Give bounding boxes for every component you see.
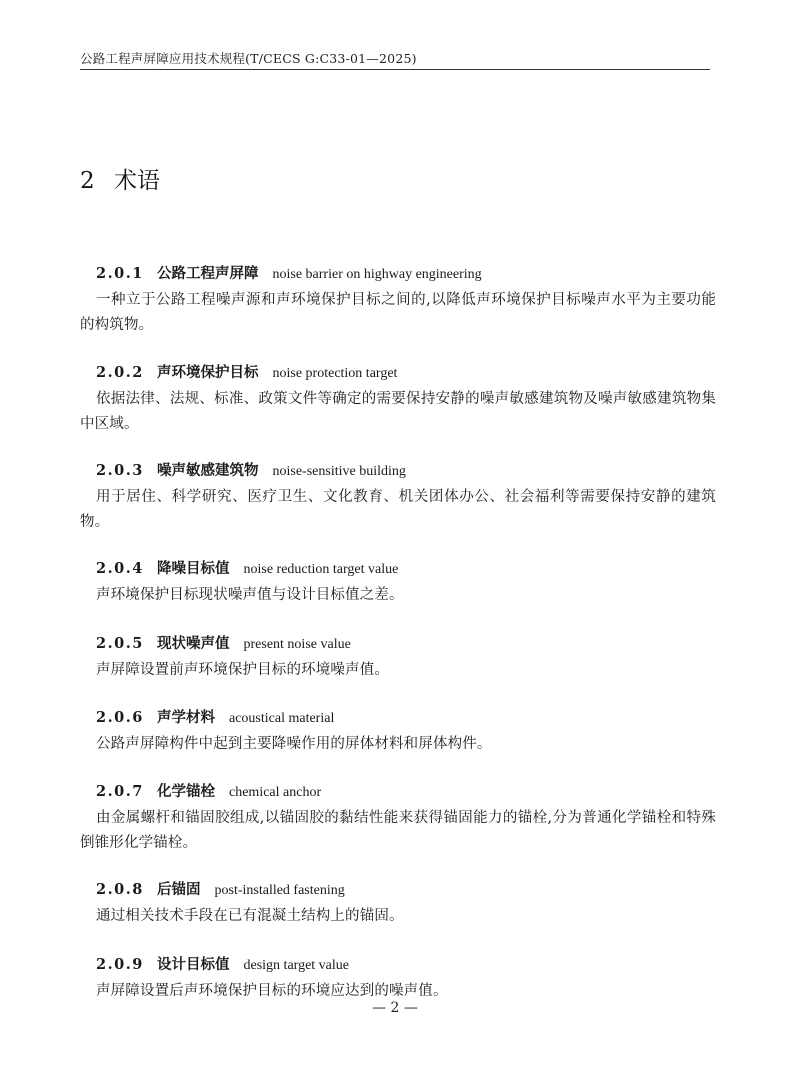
- term-english: noise-sensitive building: [272, 464, 406, 479]
- term-chinese: 噪声敏感建筑物: [157, 462, 259, 479]
- page-number: — 2 —: [372, 1000, 418, 1016]
- term-number: 2.0.3: [96, 462, 144, 479]
- term-english: design target value: [243, 958, 349, 973]
- term-heading: [96, 557, 716, 581]
- term-chinese: 声学材料: [157, 709, 215, 726]
- term-definition: 一种立于公路工程噪声源和声环境保护目标之间的,以降低声环境保护目标噪声水平为主要功能的构筑物。: [80, 292, 716, 333]
- term-chinese: 声环境保护目标: [157, 364, 259, 381]
- term-english: chemical anchor: [229, 785, 322, 800]
- term-definition: 公路声屏障构件中起到主要降噪作用的屏体材料和屏体构件。: [96, 736, 492, 752]
- term-english: acoustical material: [229, 711, 335, 726]
- term-chinese: 公路工程声屏障: [157, 265, 259, 282]
- term-chinese: 化学锚栓: [157, 783, 215, 800]
- term-number: 2.0.2: [96, 364, 144, 381]
- term-heading: [96, 780, 716, 804]
- term-heading: [96, 262, 716, 286]
- term-heading: [96, 706, 716, 730]
- term-english: noise barrier on highway engineering: [272, 267, 482, 282]
- term-chinese: 现状噪声值: [157, 635, 230, 652]
- term-definition: 依据法律、法规、标准、政策文件等确定的需要保持安静的噪声敏感建筑物及噪声敏感建筑物集中区域。: [80, 391, 716, 432]
- term-entry-2-0-4: [80, 557, 716, 608]
- term-entry-2-0-5: [80, 632, 716, 683]
- header-rule: [80, 69, 710, 70]
- term-definition: 用于居住、科学研究、医疗卫生、文化教育、机关团体办公、社会福利等需要保持安静的建筑物。: [80, 489, 716, 530]
- term-number: 2.0.7: [96, 783, 144, 800]
- term-chinese: 后锚固: [157, 881, 201, 898]
- term-number: 2.0.5: [96, 635, 144, 652]
- term-entry-2-0-7: [80, 780, 716, 856]
- term-entry-2-0-1: [80, 262, 716, 338]
- term-definition: 声屏障设置后声环境保护目标的环境应达到的噪声值。: [96, 983, 448, 999]
- term-number: 2.0.6: [96, 709, 144, 726]
- term-number: 2.0.9: [96, 956, 144, 973]
- term-english: post-installed fastening: [214, 883, 345, 898]
- term-english: noise reduction target value: [243, 562, 399, 577]
- term-heading: [96, 361, 716, 385]
- term-definition: 声环境保护目标现状噪声值与设计目标值之差。: [96, 587, 404, 603]
- term-definition: 由金属螺杆和锚固胶组成,以锚固胶的黏结性能来获得锚固能力的锚栓,分为普通化学锚栓和特殊倒锥形化学锚栓。: [80, 810, 716, 851]
- term-english: present noise value: [243, 637, 351, 652]
- term-heading: [96, 459, 716, 483]
- chapter-title: [80, 162, 160, 195]
- chapter-number: 2: [80, 168, 95, 194]
- term-heading: [96, 953, 716, 977]
- term-english: noise protection target: [272, 366, 398, 381]
- term-entry-2-0-9: [80, 953, 716, 1004]
- term-entry-2-0-2: [80, 361, 716, 437]
- term-definition: 声屏障设置前声环境保护目标的环境噪声值。: [96, 662, 389, 678]
- term-entry-2-0-3: [80, 459, 716, 535]
- term-heading: [96, 878, 716, 902]
- running-header: 公路工程声屏障应用技术规程(T/CECS G:C33-01—2025): [80, 51, 417, 66]
- term-entry-2-0-6: [80, 706, 716, 757]
- term-chinese: 设计目标值: [157, 956, 230, 973]
- term-heading: [96, 632, 716, 656]
- chapter-title-text: 术语: [114, 168, 160, 194]
- term-number: 2.0.4: [96, 560, 144, 577]
- term-chinese: 降噪目标值: [157, 560, 230, 577]
- term-entry-2-0-8: [80, 878, 716, 929]
- term-definition: 通过相关技术手段在已有混凝土结构上的锚固。: [96, 908, 404, 924]
- term-number: 2.0.1: [96, 265, 144, 282]
- term-number: 2.0.8: [96, 881, 144, 898]
